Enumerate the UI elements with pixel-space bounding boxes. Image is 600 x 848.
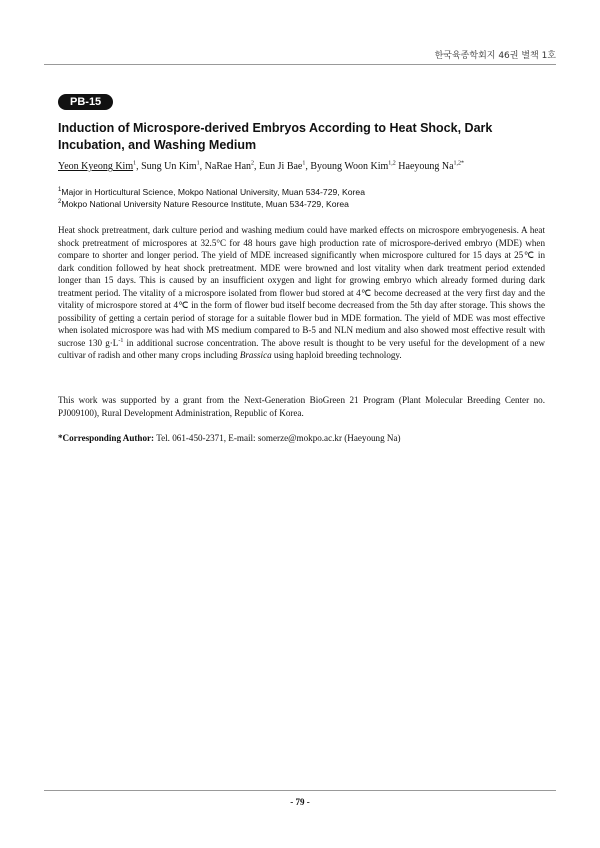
- author-name: Sung Un Kim: [141, 161, 197, 172]
- author-sup: 1,2: [388, 160, 396, 167]
- author-name: NaRae Han: [204, 161, 252, 172]
- author-name: Byoung Woon Kim: [310, 161, 389, 172]
- author-name: Eun Ji Bae: [259, 161, 303, 172]
- author-sup: 2: [251, 160, 255, 167]
- author-name: Yeon Kyeong Kim: [58, 161, 134, 172]
- affiliation-sup: 2: [58, 199, 62, 206]
- abstract-paragraph: [58, 224, 545, 362]
- paper-code-badge: PB-15: [58, 94, 113, 110]
- corresponding-label: *Corresponding Author:: [58, 433, 155, 443]
- abstract-text: in additional sucrose concentration. The above result is thought to be very useful for the development of a new cultivar of radish and other many crops including: [58, 337, 545, 360]
- page-number: - 79 -: [290, 797, 310, 807]
- funding-statement: This work was supported by a grant from the Next-Generation BioGreen 21 Program (Plant Molecular Breeding Center no. PJ009100), Rural Development Administration, Republic of Korea.: [58, 395, 545, 418]
- affiliation-2: [58, 199, 558, 209]
- paper-title: Induction of Microspore-derived Embryos According to Heat Shock, Dark Incubation, and Washing Medium: [58, 121, 493, 152]
- author-sup: 1: [196, 160, 200, 167]
- journal-header: 한국육종학회지 46권 별책 1호: [434, 51, 556, 61]
- affiliation-sup: 1: [58, 187, 62, 194]
- affiliation-text: Major in Horticultural Science, Mokpo National University, Muan 534-729, Korea: [61, 187, 365, 197]
- affiliation-1: [58, 187, 558, 197]
- corresponding-author: [58, 433, 545, 443]
- header-rule: [44, 64, 556, 65]
- author-sup: 1,2*: [453, 160, 465, 167]
- abstract-text: using haploid breeding technology.: [271, 350, 402, 360]
- genus-name: Brassica: [239, 350, 272, 360]
- abstract-text: Heat shock pretreatment, dark culture period and washing medium could have marked effects on microspore embryogenesis. A heat shock pretreatment of microspores at 32.5°C for 48 hours gave high production rate of microspore-derived embryo (MDE) when compare to shorter and longer period. The yield of MDE increased significantly when microspore cultured for 15 days at 25℃ in dark condition followed by heat shock pretreatment. MDE were browned and lost vitality when dark treatment period extended longer than 15 days. This is caused by an insufficient oxygen and light for growing embryo which already formed during dark treatment period. The vitality of a microspore isolated from flower bud stored at 4℃ become decreased at the very first day and the vitality of microspore stored at 4℃ in the form of flower bud itself become decreased from the 5th day after storage. This shows the possibility of getting a certain period of storage for a suitable flower bud in MDE formation. The yield of MDE was most effective when isolated microspore was had with MS medium compared to B-5 and NLN medium and also showed most effective result with sucrose 130 g·L: [58, 225, 545, 348]
- footer-rule: [44, 790, 556, 791]
- author-list: Yeon Kyeong Kim$^1$, Sung Un Kim$^1$, NaRae Han$^2$, Eun Ji Bae$^1$, Byoung Woon Kim$^{1,2}$ Haeyoung $Na^{1,2*}$: [58, 160, 465, 172]
- author-sup: 1: [133, 160, 137, 167]
- unit-sup: -1: [118, 337, 124, 344]
- author-name: Haeyoung Na: [398, 161, 454, 172]
- affiliation-text: Mokpo National University Nature Resource Institute, Muan 534-729, Korea: [61, 199, 349, 209]
- corresponding-contact: Tel. 061-450-2371, E-mail: somerze@mokpo.ac.kr (Haeyoung Na): [154, 433, 401, 443]
- author-sup: 1: [302, 160, 306, 167]
